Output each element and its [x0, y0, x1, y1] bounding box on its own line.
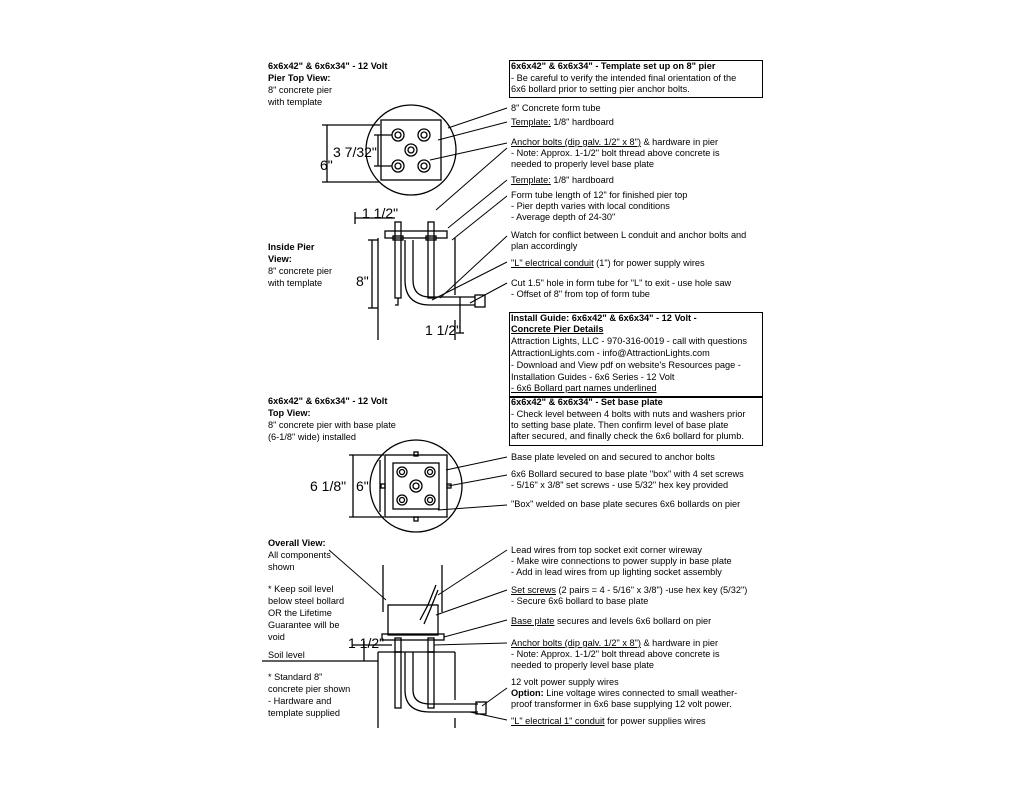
top-view-subheading: Pier Top View: [268, 73, 331, 83]
anchor-bolt [418, 129, 430, 141]
dimension-label: 1 1/2" [362, 205, 399, 221]
dimension-label: 6" [320, 157, 333, 173]
callout-cut-hole: Cut 1.5" hole in form tube for "L" to exit - use hole saw [511, 278, 732, 288]
anchor-bolt [392, 160, 404, 172]
dimension-label: 1 1/2" [348, 635, 385, 651]
anchor-bolt [425, 467, 435, 477]
callout-anchor-bolts-note: needed to properly level base plate [511, 159, 655, 169]
dimension-label: 1 1/2" [425, 322, 462, 338]
conduit-hole [410, 480, 422, 492]
base-view-line: 8" concrete pier with base plate [268, 420, 396, 430]
inside-pier-view [355, 212, 485, 340]
callout-form-tube: 8" Concrete form tube [511, 103, 601, 113]
standard-note-line: concrete pier shown [268, 684, 351, 694]
callout-box-welded: "Box" welded on base plate secures 6x6 bollards on pier [511, 499, 741, 509]
standard-note-line: - Hardware and [268, 696, 332, 706]
callout-bollard-secured: - 5/16" x 3/8" set screws - use 5/32" hex key provided [511, 480, 729, 490]
callout-template: Template: 1/8" hardboard [511, 117, 614, 127]
inside-view-subheading: View: [268, 254, 292, 264]
dimension-label: 3 7/32" [333, 144, 377, 160]
callout-option-line: proof transformer in 6x6 base supplying 12 volt power. [511, 699, 732, 709]
callout-base-plate: Base plate secures and levels 6x6 bollard on pier [511, 616, 712, 626]
callout-anchor-bolts-overall: Anchor bolts (dip galv. 1/2" x 8") & hardware in pier [511, 638, 719, 648]
anchor-bolt [392, 129, 404, 141]
inside-view-line: 8" concrete pier [268, 266, 333, 276]
callout-form-tube-length: Form tube length of 12" for finished pier top [511, 190, 688, 200]
callout-lead-wires: - Add in lead wires from up lighting socket assembly [511, 567, 722, 577]
conduit-hole [405, 144, 417, 156]
callout-anchor-bolts: Anchor bolts (dip galv. 1/2" x 8") & hardware in pier [511, 137, 719, 147]
base-view-heading: 6x6x42" & 6x6x34" - 12 Volt [268, 396, 388, 406]
callout-lead-wires: Lead wires from top socket exit corner wireway [511, 545, 702, 555]
soil-note-line: void [268, 632, 285, 642]
install-guide-line: Attraction Lights, LLC - 970-316-0019 - call with questions [511, 336, 747, 346]
callout-l-conduit-overall: "L" electrical 1" conduit for power supplies wires [511, 716, 706, 726]
install-guide-line: AttractionLights.com - info@AttractionLights.com [511, 348, 710, 358]
anchor-bolt [425, 495, 435, 505]
standard-note-line: template supplied [268, 708, 341, 718]
set-base-line: - Check level between 4 bolts with nuts and washers prior [511, 409, 746, 419]
dimension-label: 8" [356, 273, 369, 289]
soil-note-line: OR the Lifetime [268, 608, 332, 618]
callout-anchor-bolts-overall-note: needed to properly level base plate [511, 660, 655, 670]
inside-view-heading: Inside Pier [268, 242, 315, 252]
install-guide-line: - Download and View pdf on website's Resources page - [511, 360, 741, 370]
dimension-label: 6" [356, 478, 369, 494]
callout-anchor-bolts-overall-note: - Note: Approx. 1-1/2" bolt thread above concrete is [511, 649, 720, 659]
install-guide-line: Installation Guides - 6x6 Series - 12 Volt [511, 372, 675, 382]
callout-bollard-secured: 6x6 Bollard secured to base plate "box" with 4 set screws [511, 469, 744, 479]
set-base-line: to setting base plate. Then confirm level of base plate [511, 420, 729, 430]
base-view-line: (6-1/8" wide) installed [268, 432, 357, 442]
template-setup-line: - Be careful to verify the intended final orientation of the [511, 73, 737, 83]
callout-l-conduit: "L" electrical conduit (1") for power supply wires [511, 258, 705, 268]
template-setup-title: 6x6x42" & 6x6x34" - Template set up on 8" pier [511, 61, 716, 71]
callout-set-screws-note: - Secure 6x6 bollard to base plate [511, 596, 649, 606]
inside-view-line: with template [268, 278, 323, 288]
template-setup-line: 6x6 bollard prior to setting pier anchor bolts. [511, 84, 690, 94]
top-view-heading: 6x6x42" & 6x6x34" - 12 Volt [268, 61, 388, 71]
set-base-line: after secured, and finally check the 6x6 bollard for plumb. [511, 431, 744, 441]
callout-anchor-bolts-note: - Note: Approx. 1-1/2" bolt thread above concrete is [511, 148, 720, 158]
soil-level-label: Soil level [268, 650, 305, 660]
callout-conflict-warning: Watch for conflict between L conduit and anchor bolts and [511, 230, 747, 240]
standard-note-line: * Standard 8" [268, 672, 323, 682]
top-view-line: 8" concrete pier [268, 85, 333, 95]
soil-note-line: below steel bollard [268, 596, 345, 606]
anchor-bolt [397, 495, 407, 505]
anchor-bolt [397, 467, 407, 477]
install-guide-title: Install Guide: 6x6x42" & 6x6x34" - 12 Volt - [511, 313, 697, 323]
callout-conflict-warning: plan accordingly [511, 241, 578, 251]
callout-power-wires: 12 volt power supply wires [511, 677, 619, 687]
dimension-label: 6 1/8" [310, 478, 347, 494]
callout-option: Option: Line voltage wires connected to small weather- [511, 688, 738, 698]
callout-cut-hole: - Offset of 8" from top of form tube [511, 289, 650, 299]
soil-note-line: * Keep soil level [268, 584, 334, 594]
anchor-bolt [418, 160, 430, 172]
callout-template-2: Template: 1/8" hardboard [511, 175, 614, 185]
overall-view-line: All components [268, 550, 331, 560]
set-base-title: 6x6x42" & 6x6x34" - Set base plate [511, 397, 663, 407]
callout-set-screws: Set screws (2 pairs = 4 - 5/16" x 3/8") -use hex key (5/32") [511, 585, 748, 595]
overall-view-heading: Overall View: [268, 538, 326, 548]
callout-form-tube-length: - Pier depth varies with local conditions [511, 201, 670, 211]
callout-lead-wires: - Make wire connections to power supply in base plate [511, 556, 732, 566]
top-view-line: with template [268, 97, 323, 107]
install-guide-title: Concrete Pier Details [511, 324, 604, 334]
soil-note-line: Guarantee will be [268, 620, 340, 630]
callout-form-tube-length: - Average depth of 24-30" [511, 212, 616, 222]
callout-base-plate-leveled: Base plate leveled on and secured to anchor bolts [511, 452, 715, 462]
base-view-subheading: Top View: [268, 408, 311, 418]
leader-lines [329, 108, 507, 720]
overall-view-line: shown [268, 562, 295, 572]
install-guide-line: - 6x6 Bollard part names underlined [511, 383, 657, 393]
